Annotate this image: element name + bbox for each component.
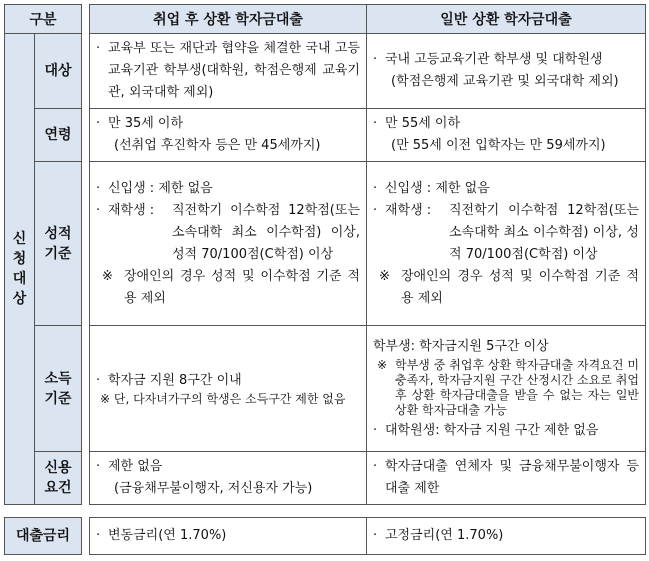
table-row-target <box>5 34 646 109</box>
table-row-income <box>5 326 646 452</box>
credit-col2: · 학자금대출 연체자 및 금융채무불이행자 등 대출 제한 <box>367 452 646 505</box>
row-label-grade: 성적 기준 <box>35 162 82 326</box>
age-col1: · 만 35세 이하 (선취업 후진학자 등은 만 45세까지) <box>90 109 367 162</box>
header-row <box>5 5 646 34</box>
row-label-target: 대상 <box>35 34 82 109</box>
table-row-rate <box>5 518 646 555</box>
table-row-age <box>5 109 646 162</box>
header-gubun: 구분 <box>5 5 82 34</box>
income-col1: · 학자금 지원 8구간 이내 ※ 단, 다자녀가구의 학생은 소득구간 제한 없음 <box>90 326 367 452</box>
target-col1: · 교육부 또는 재단과 협약을 체결한 국내 고등교육기관 학부생(대학원, 학점은행제 교육기관, 외국대학 제외) <box>90 34 367 109</box>
applicant-group-label: 신 청 대 상 <box>5 34 35 505</box>
row-label-age: 연령 <box>35 109 82 162</box>
table-row-grade <box>5 162 646 326</box>
header-general-repayment-loan: 일반 상환 학자금대출 <box>367 5 646 34</box>
age-col2: · 만 55세 이하 (만 55세 이전 입학자는 만 59세까지) <box>367 109 646 162</box>
rate-col2: · 고정금리(연 1.70%) <box>367 518 646 555</box>
row-label-income: 소득 기준 <box>35 326 82 452</box>
header-employment-repayment-loan: 취업 후 상환 학자금대출 <box>90 5 367 34</box>
rate-col1: · 변동금리(연 1.70%) <box>90 518 367 555</box>
credit-col1: · 제한 없음 (금융채무불이행자, 저신용자 가능) <box>90 452 367 505</box>
grade-col2: · 신입생 : 제한 없음 · 재학생 : 직전학기 이수학점 12학점(또는 소속대학 최소 이수학점) 이상, 성적 70/100점(C학점) 이상 ※ 장애인의 경우 성적 및 이수학점 기준 적용 제외 <box>367 162 646 326</box>
table-row-credit <box>5 452 646 505</box>
grade-col1: · 신입생 : 제한 없음 · 재학생 : 직전학기 이수학점 12학점(또는 소속대학 최소 이수학점) 이상, 성적 70/100점(C학점) 이상 ※ 장애인의 경우 성적 및 이수학점 기준 적용 제외 <box>90 162 367 326</box>
loan-comparison-table <box>4 4 646 505</box>
row-label-rate: 대출금리 <box>5 518 82 555</box>
income-col2: 학부생: 학자금지원 5구간 이상 ※ 학부생 중 취업후 상환 학자금대출 자격요건 미충족자, 학자금지원 구간 산정시간 소요로 취업 후 상환 학자금대출을 받을 수 없는 자는 일반상환 학자금대출 가능 · 대학원생: 학자금 지원 구간 제한 없음 <box>367 326 646 452</box>
row-label-credit: 신용 요건 <box>35 452 82 505</box>
loan-rate-table <box>4 517 646 555</box>
target-col2: · 국내 고등교육기관 학부생 및 대학원생 (학점은행제 교육기관 및 외국대학 제외) <box>367 34 646 109</box>
